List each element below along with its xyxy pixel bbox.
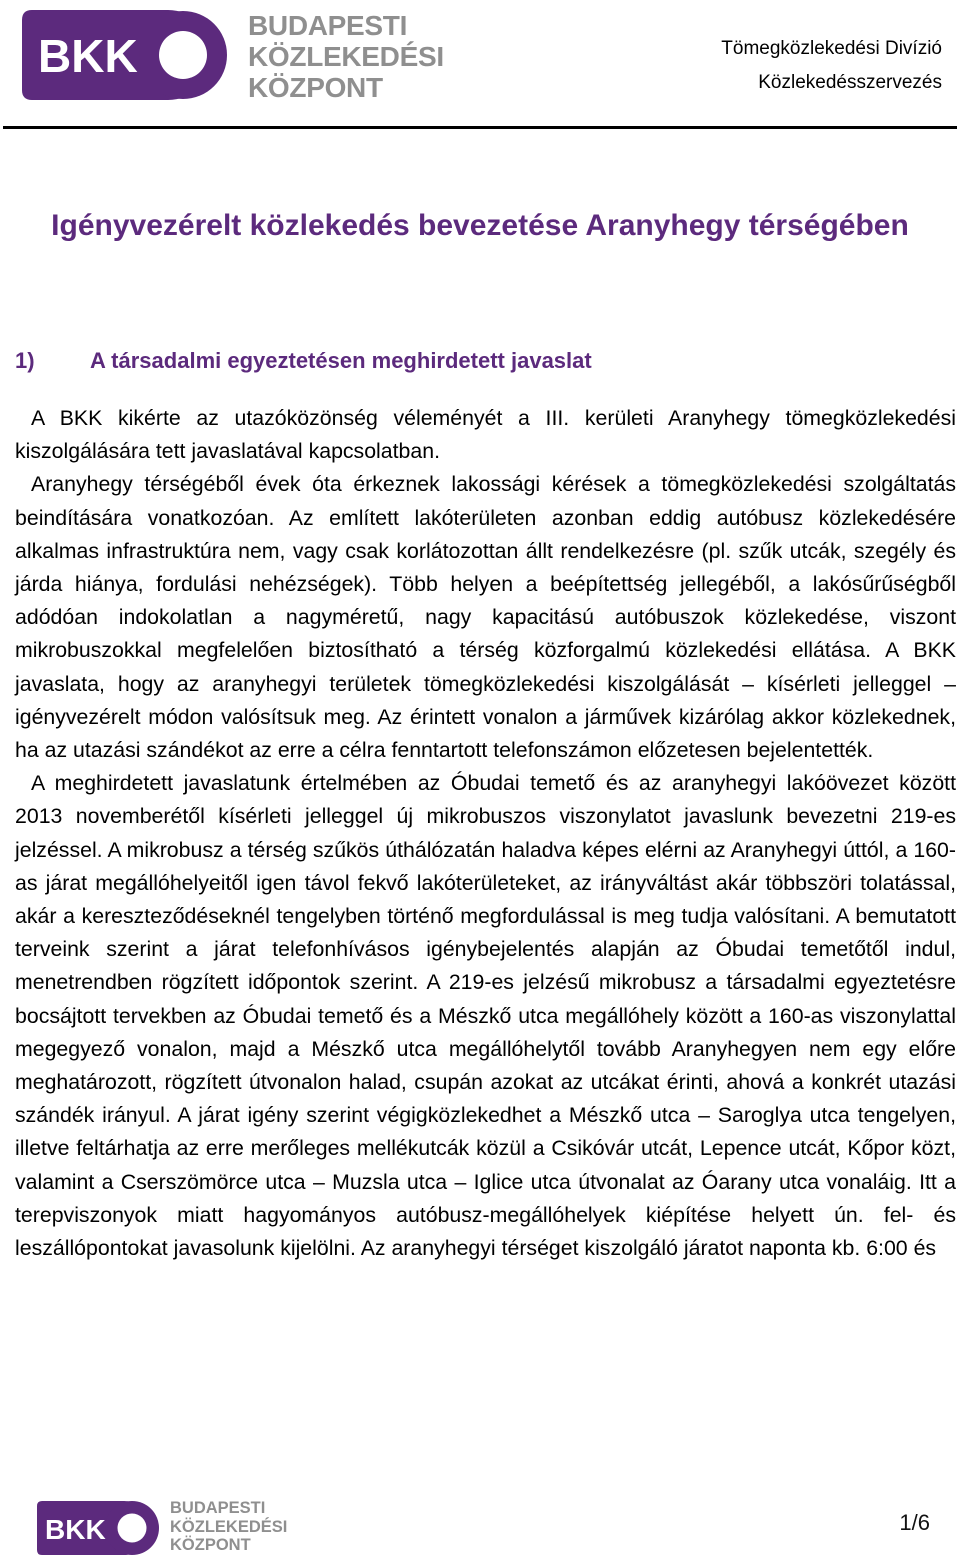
- page-footer: [0, 1490, 960, 1562]
- logo-ring-hole: [159, 31, 207, 79]
- page-number: 1/6: [899, 1510, 930, 1535]
- section-title: A társadalmi egyeztetésen meghirdetett javaslat: [90, 348, 592, 373]
- org-line: BUDAPESTI: [170, 1499, 266, 1517]
- logo-text: BKK: [38, 30, 138, 82]
- paragraph: Aranyhegy térségéből évek óta érkeznek lakossági kérések a tömegközlekedési szolgáltatás beindítására vonatkozóan. Az említett lakóterületen azonban eddig autóbusz közlekedésére alkalmas infrastruktúra nem, vagy csak korlátozottan állt rendelkezésre (pl. szűk utcák, szegély és járda hiánya, fordulási nehézségek). Több helyen a beépítettség jellegéből, a lakósűrűségből adódóan indokolatlan a nagyméretű, nagy kapacitású autóbuszok közlekedése, viszont mikrobuszokkal megfelelően biztosítható a térség közforgalmú közlekedési ellátása. A BKK javaslata, hogy az aranyhegyi területek tömegközlekedési kiszolgálását – kísérleti jelleggel – igényvezérelt módon valósítsuk meg. Az érintett vonalon a járművek kizárólag akkor közlekednek, ha az utazási szándékot az erre a célra fenntartott telefonszámon előzetesen bejelentették.: [15, 472, 956, 763]
- header-divider: [3, 126, 957, 129]
- department-line: Közlekedésszervezés: [758, 72, 942, 93]
- section-heading: [15, 344, 945, 378]
- bkk-logo: [18, 6, 233, 104]
- paragraph: A meghirdetett javaslatunk értelmében az Óbudai temető és az aranyhegyi lakóövezet között 2013 novemberétől kísérleti jelleggel új mikrobuszos viszonylatot javaslunk bevezetni 219-es jelzéssel. A mikrobusz a térség szűkös úthálózatán haladva képes elérni az Aranyhegyi úttól, a 160-as járat megállóhelyeitől igen távol fekvő lakóterületeket, az irányváltást akár többszöri tolatással, akár a kereszteződéseknél tengelyben történő megfordulással is meg tudja valósítani. A bemutatott terveink szerint a járat telefonhívásos igénybejelentés alapján az Óbudai temetőtől indul, menetrendben rögzített időpontok szerint. A 219-es jelzésű mikrobusz a társadalmi egyeztetésre bocsájtott tervekben az Óbudai temető és a Mészkő utca megállóhely között a 160-as viszonylattal megegyező vonalon, majd a Mészkő utca megállóhelytől tovább Aranyhegyen nem egy előre meghatározott, rögzített útvonalon halad, csupán azokat az utcákat érinti, ahová a konkrét utazási szándék irányul. A járat igény szerint végigközlekedhet a Mészkő utca – Saroglya utca tengelyen, illetve feltárhatja az erre merőleges mellékutcák közül a Csikóvár utcát, Lepence utcát, Kőpor közt, valamint a Cserszömörce utca – Muzsla utca – Iglice utca útvonalat az Óarany utca vonaláig. Itt a terepviszonyok miatt hagyományos autóbusz-megállóhelyek kiépítése helyett ún. fel- és leszállópontokat javasolunk kijelölni. Az aranyhegyi térséget kiszolgáló járatot naponta kb. 6:00 és: [15, 771, 956, 1261]
- section-number: 1): [15, 348, 35, 373]
- footer-organization-name: [170, 1499, 287, 1555]
- org-line: KÖZLEKEDÉSI: [170, 1517, 288, 1536]
- paragraph: A BKK kikérte az utazóközönség véleményét a III. kerületi Aranyhegy tömegközlekedési kiszolgálására tett javaslatával kapcsolatban.: [15, 406, 956, 464]
- org-line: KÖZPONT: [248, 72, 383, 103]
- org-line: KÖZLEKEDÉSI: [248, 41, 444, 72]
- org-line: BUDAPESTI: [248, 10, 408, 41]
- division-line: Tömegközlekedési Divízió: [721, 38, 942, 59]
- division-label: [721, 32, 942, 100]
- organization-name: [248, 10, 444, 103]
- logo-ring-hole: [118, 1514, 147, 1543]
- logo-text: BKK: [45, 1514, 106, 1545]
- document-body: [15, 402, 956, 1265]
- page-header: [0, 0, 960, 132]
- footer-bkk-logo: [34, 1498, 162, 1558]
- org-line: KÖZPONT: [170, 1536, 251, 1554]
- document-title: Igényvezérelt közlekedés bevezetése Aranyhegy térségében: [51, 209, 909, 242]
